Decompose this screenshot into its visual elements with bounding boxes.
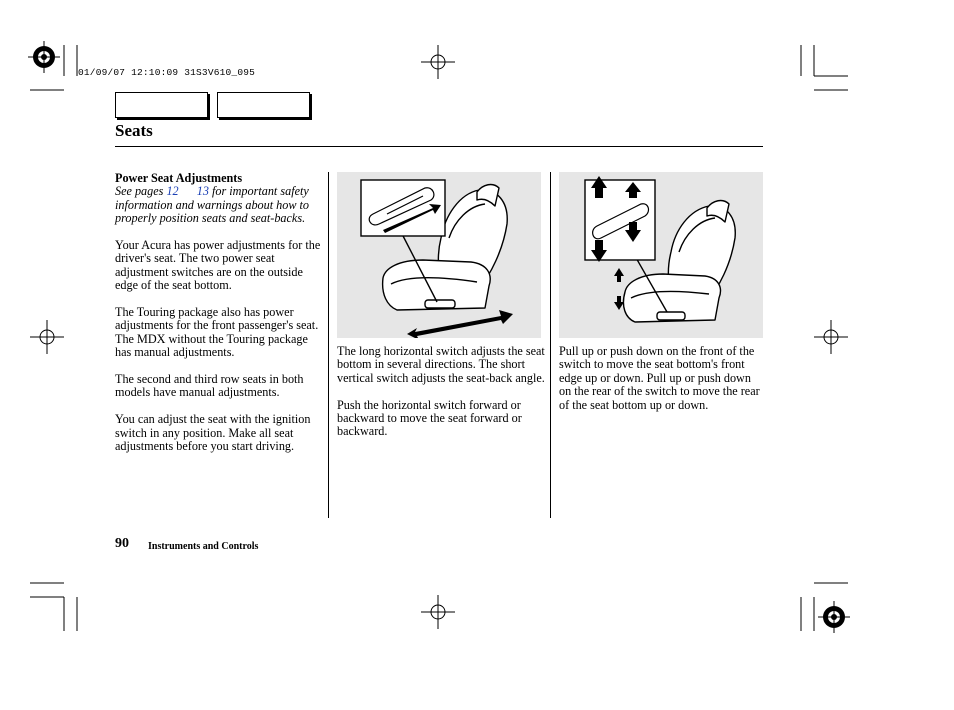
page-number: 90 — [115, 536, 129, 551]
power-seat-tilt-icon — [559, 172, 763, 338]
note-prefix: See pages — [115, 184, 164, 199]
paragraph: The Touring package also has power adjustments for the front passenger's seat. The MDX without the Touring package has manual adjustments. — [115, 305, 319, 360]
page-link-13[interactable]: 13 — [196, 184, 209, 199]
safety-note — [115, 185, 323, 225]
column-2 — [337, 345, 545, 452]
section-heading: Power Seat Adjustments — [115, 171, 243, 185]
power-seat-slide-icon — [337, 172, 541, 338]
section-name: Instruments and Controls — [148, 541, 259, 552]
column-divider — [328, 172, 329, 518]
header-tab-2 — [217, 92, 310, 118]
paragraph: The long horizontal switch adjusts the seat bottom in several directions. The short vertical switch adjusts the seat-back angle. — [337, 344, 545, 385]
seat-tilt-illustration — [559, 172, 763, 338]
note-suffix: for important safety information and warnings about how to properly position seats and seat-backs. — [115, 184, 310, 226]
page-link-12[interactable]: 12 — [166, 184, 179, 199]
paragraph: The second and third row seats in both models have manual adjustments. — [115, 372, 304, 400]
registration-target-icon — [818, 601, 850, 633]
page-title: Seats — [115, 121, 153, 140]
paragraph: You can adjust the seat with the ignition switch in any position. Make all seat adjustments before you start driving. — [115, 412, 311, 454]
column-1 — [115, 172, 323, 467]
column-divider — [550, 172, 551, 518]
title-rule — [115, 146, 763, 147]
header-tab-1 — [115, 92, 208, 118]
column-3 — [559, 345, 763, 425]
print-stamp: 01/09/07 12:10:09 31S3V610_095 — [78, 67, 256, 78]
seat-slide-illustration — [337, 172, 541, 338]
registration-target-icon — [28, 41, 60, 73]
paragraph: Push the horizontal switch forward or backward to move the seat forward or backward. — [337, 397, 522, 439]
paragraph: Your Acura has power adjustments for the driver's seat. The two power seat adjustment switches are on the outside edge of the seat bottom. — [115, 238, 321, 293]
paragraph: Pull up or push down on the front of the switch to move the seat bottom's front edge up or down. Pull up or push down on the rear of the switch to move the rear of the seat bottom up or down. — [559, 344, 760, 412]
